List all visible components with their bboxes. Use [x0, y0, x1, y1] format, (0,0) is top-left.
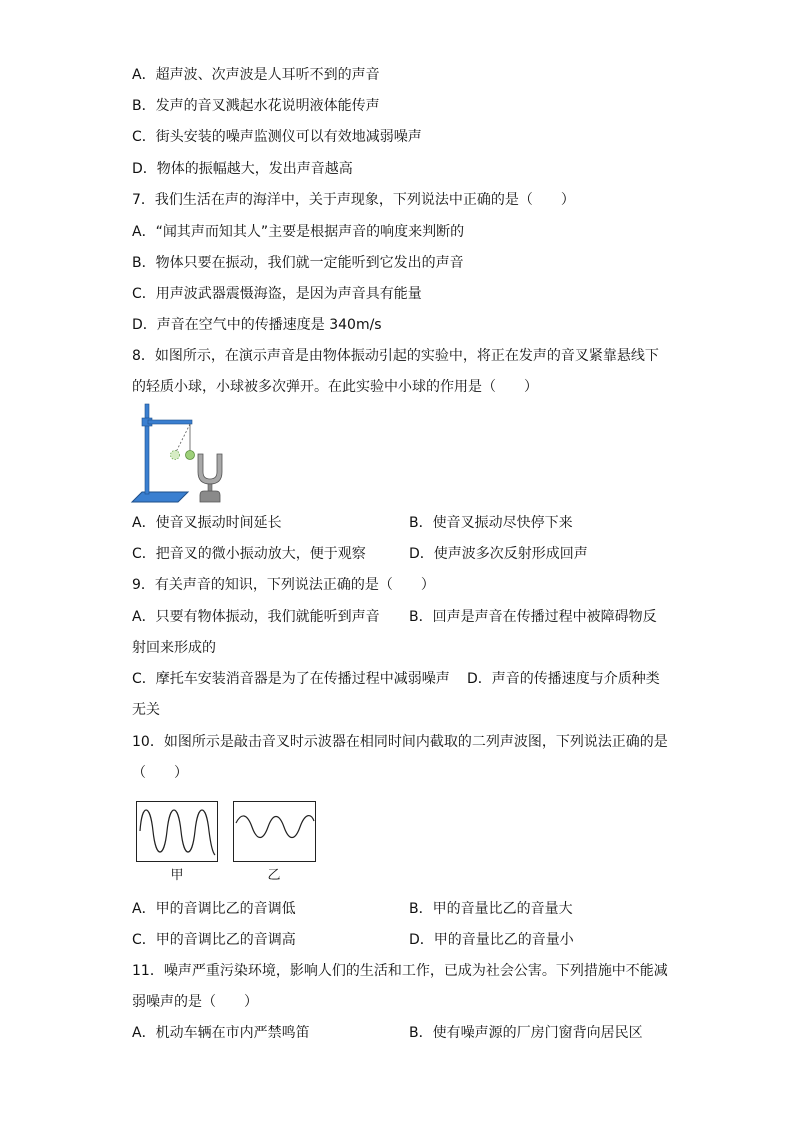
q8-option-c[interactable]: C．把音叉的微小振动放大，便于观察	[132, 546, 366, 562]
ball-ghost	[171, 451, 180, 460]
waveform-jia-figure	[136, 801, 218, 862]
q6-option-a[interactable]: A．超声波、次声波是人耳听不到的声音	[132, 67, 380, 83]
q11-option-a[interactable]: A．机动车辆在市内严禁鸣笛	[132, 1025, 310, 1041]
q7-option-a[interactable]: A．“闻其声而知其人”主要是根据声音的响度来判断的	[132, 224, 465, 240]
q9-option-a[interactable]: A．只要有物体振动，我们就能听到声音	[132, 609, 380, 625]
ball	[186, 451, 195, 460]
q6-option-b[interactable]: B．发声的音叉溅起水花说明液体能传声	[132, 98, 380, 114]
q8-option-d[interactable]: D．使声波多次反射形成回声	[409, 546, 588, 562]
q9-option-c[interactable]: C．摩托车安装消音器是为了在传播过程中减弱噪声	[132, 671, 450, 687]
tuning-fork	[198, 454, 222, 484]
q11-stem-line2: 弱噪声的是（ ）	[132, 994, 258, 1010]
q10-option-d[interactable]: D．甲的音量比乙的音量小	[409, 932, 574, 948]
q7-option-d[interactable]: D．声音在空气中的传播速度是 340m/s	[132, 317, 382, 333]
q8-option-b[interactable]: B．使音叉振动尽快停下来	[409, 515, 573, 531]
stand-base	[132, 492, 188, 502]
waveform-jia-frame	[137, 802, 218, 862]
q11-stem-line1: 11．噪声严重污染环境，影响人们的生活和工作，已成为社会公害。下列措施中不能减	[132, 963, 668, 979]
q8-stem-line1: 8．如图所示，在演示声音是由物体振动引起的实验中，将正在发声的音叉紧靠悬线下	[132, 348, 659, 364]
waveform-jia-label: 甲	[170, 868, 184, 883]
q10-option-a[interactable]: A．甲的音调比乙的音调低	[132, 901, 296, 917]
waveform-yi-label: 乙	[267, 868, 281, 883]
q7-option-b[interactable]: B．物体只要在振动，我们就一定能听到它发出的声音	[132, 255, 464, 271]
q9-option-d-line2[interactable]: 无关	[132, 702, 160, 718]
waveform-yi-figure	[233, 801, 316, 862]
q8-stem-line2: 的轻质小球，小球被多次弹开。在此实验中小球的作用是（ ）	[132, 379, 538, 395]
q7-option-c[interactable]: C．用声波武器震慑海盗，是因为声音具有能量	[132, 286, 422, 302]
q10-stem-line1: 10．如图所示是敲击音叉时示波器在相同时间内截取的二列声波图，下列说法正确的是	[132, 734, 668, 750]
stand-rod	[145, 404, 149, 494]
fork-base	[200, 491, 220, 502]
q8-option-a[interactable]: A．使音叉振动时间延长	[132, 515, 282, 531]
q6-option-c[interactable]: C．街头安装的噪声监测仪可以有效地减弱噪声	[132, 129, 422, 145]
tuning-fork-apparatus-figure	[128, 402, 238, 508]
stand-arm	[148, 420, 192, 424]
q9-option-b-line2[interactable]: 射回来形成的	[132, 640, 216, 656]
q9-option-b-line1[interactable]: B．回声是声音在传播过程中被障碍物反	[409, 609, 657, 625]
q10-option-b[interactable]: B．甲的音量比乙的音量大	[409, 901, 573, 917]
q6-option-d[interactable]: D．物体的振幅越大，发出声音越高	[132, 161, 353, 177]
q9-option-d-line1[interactable]: D．声音的传播速度与介质种类	[467, 671, 660, 687]
swing-path	[176, 424, 190, 452]
q7-stem: 7．我们生活在声的海洋中，关于声现象，下列说法中正确的是（ ）	[132, 192, 575, 208]
q10-stem-line2: （ ）	[132, 765, 188, 781]
waveform-yi-frame	[234, 802, 316, 862]
q10-option-c[interactable]: C．甲的音调比乙的音调高	[132, 932, 296, 948]
q11-option-b[interactable]: B．使有噪声源的厂房门窗背向居民区	[409, 1025, 643, 1041]
q9-stem: 9．有关声音的知识，下列说法正确的是（ ）	[132, 577, 435, 593]
